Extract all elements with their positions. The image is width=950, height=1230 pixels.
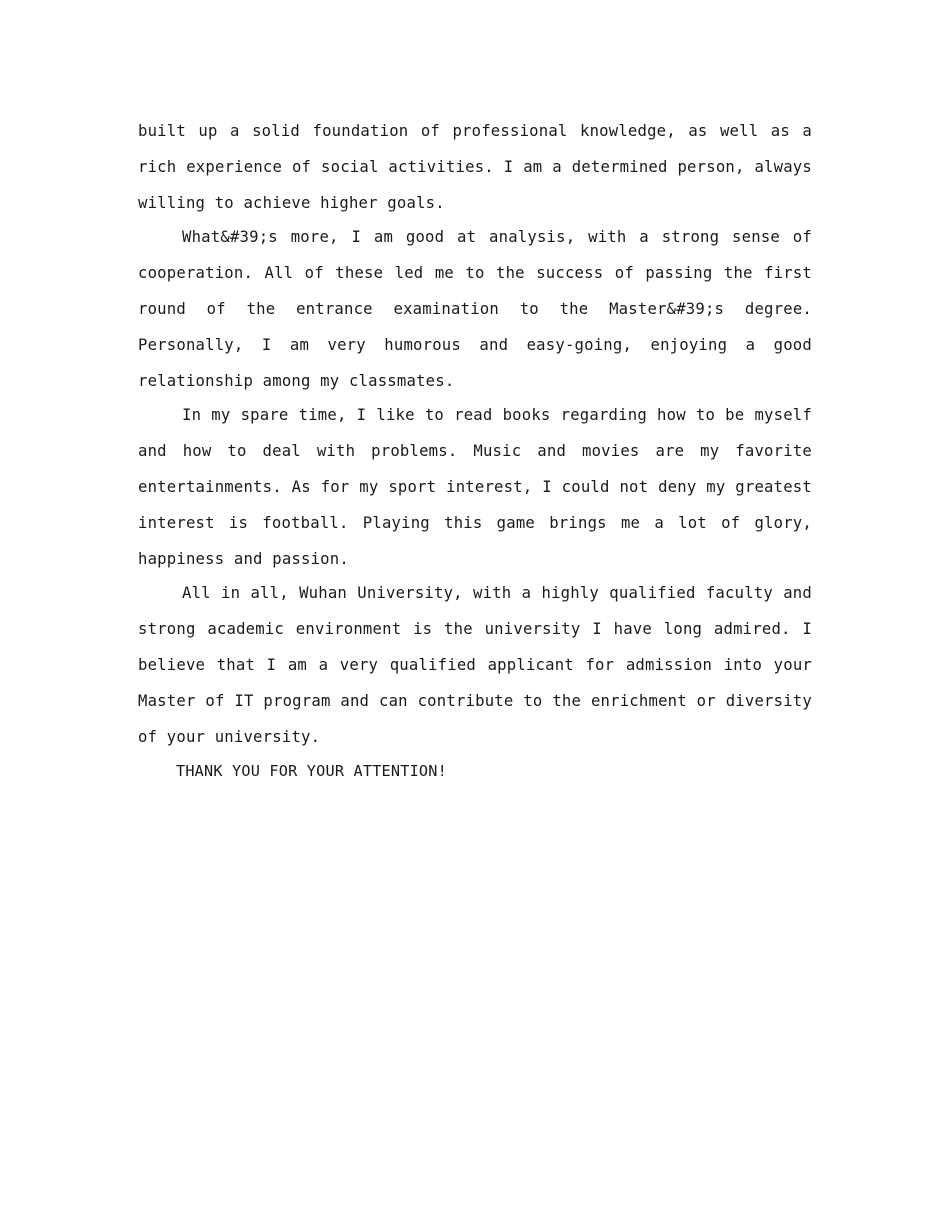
document-body bbox=[138, 113, 812, 789]
paragraph-skills: What&#39;s more, I am good at analysis, with a strong sense of cooperation. All of these led me to the success of passing the first round of the entrance examination to the Master&#39;s degree. Personally, I am very humorous and easy-going, enjoying a good relationship among my classmates. bbox=[138, 227, 812, 391]
paragraph-continued: built up a solid foundation of professional knowledge, as well as a rich experience of social activities. I am a determined person, always willing to achieve higher goals. bbox=[138, 122, 812, 213]
paragraph-hobbies: In my spare time, I like to read books regarding how to be myself and how to deal with problems. Music and movies are my favorite entertainments. As for my sport interest, I could not deny my greatest interest is football. Playing this game brings me a lot of glory, happiness and passion. bbox=[138, 405, 812, 569]
paragraph-conclusion: All in all, Wuhan University, with a highly qualified faculty and strong academic environment is the university I have long admired. I believe that I am a very qualified applicant for admission into your Master of IT program and can contribute to the enrichment or diversity of your university. bbox=[138, 583, 812, 747]
closing-line: THANK YOU FOR YOUR ATTENTION! bbox=[176, 761, 447, 780]
